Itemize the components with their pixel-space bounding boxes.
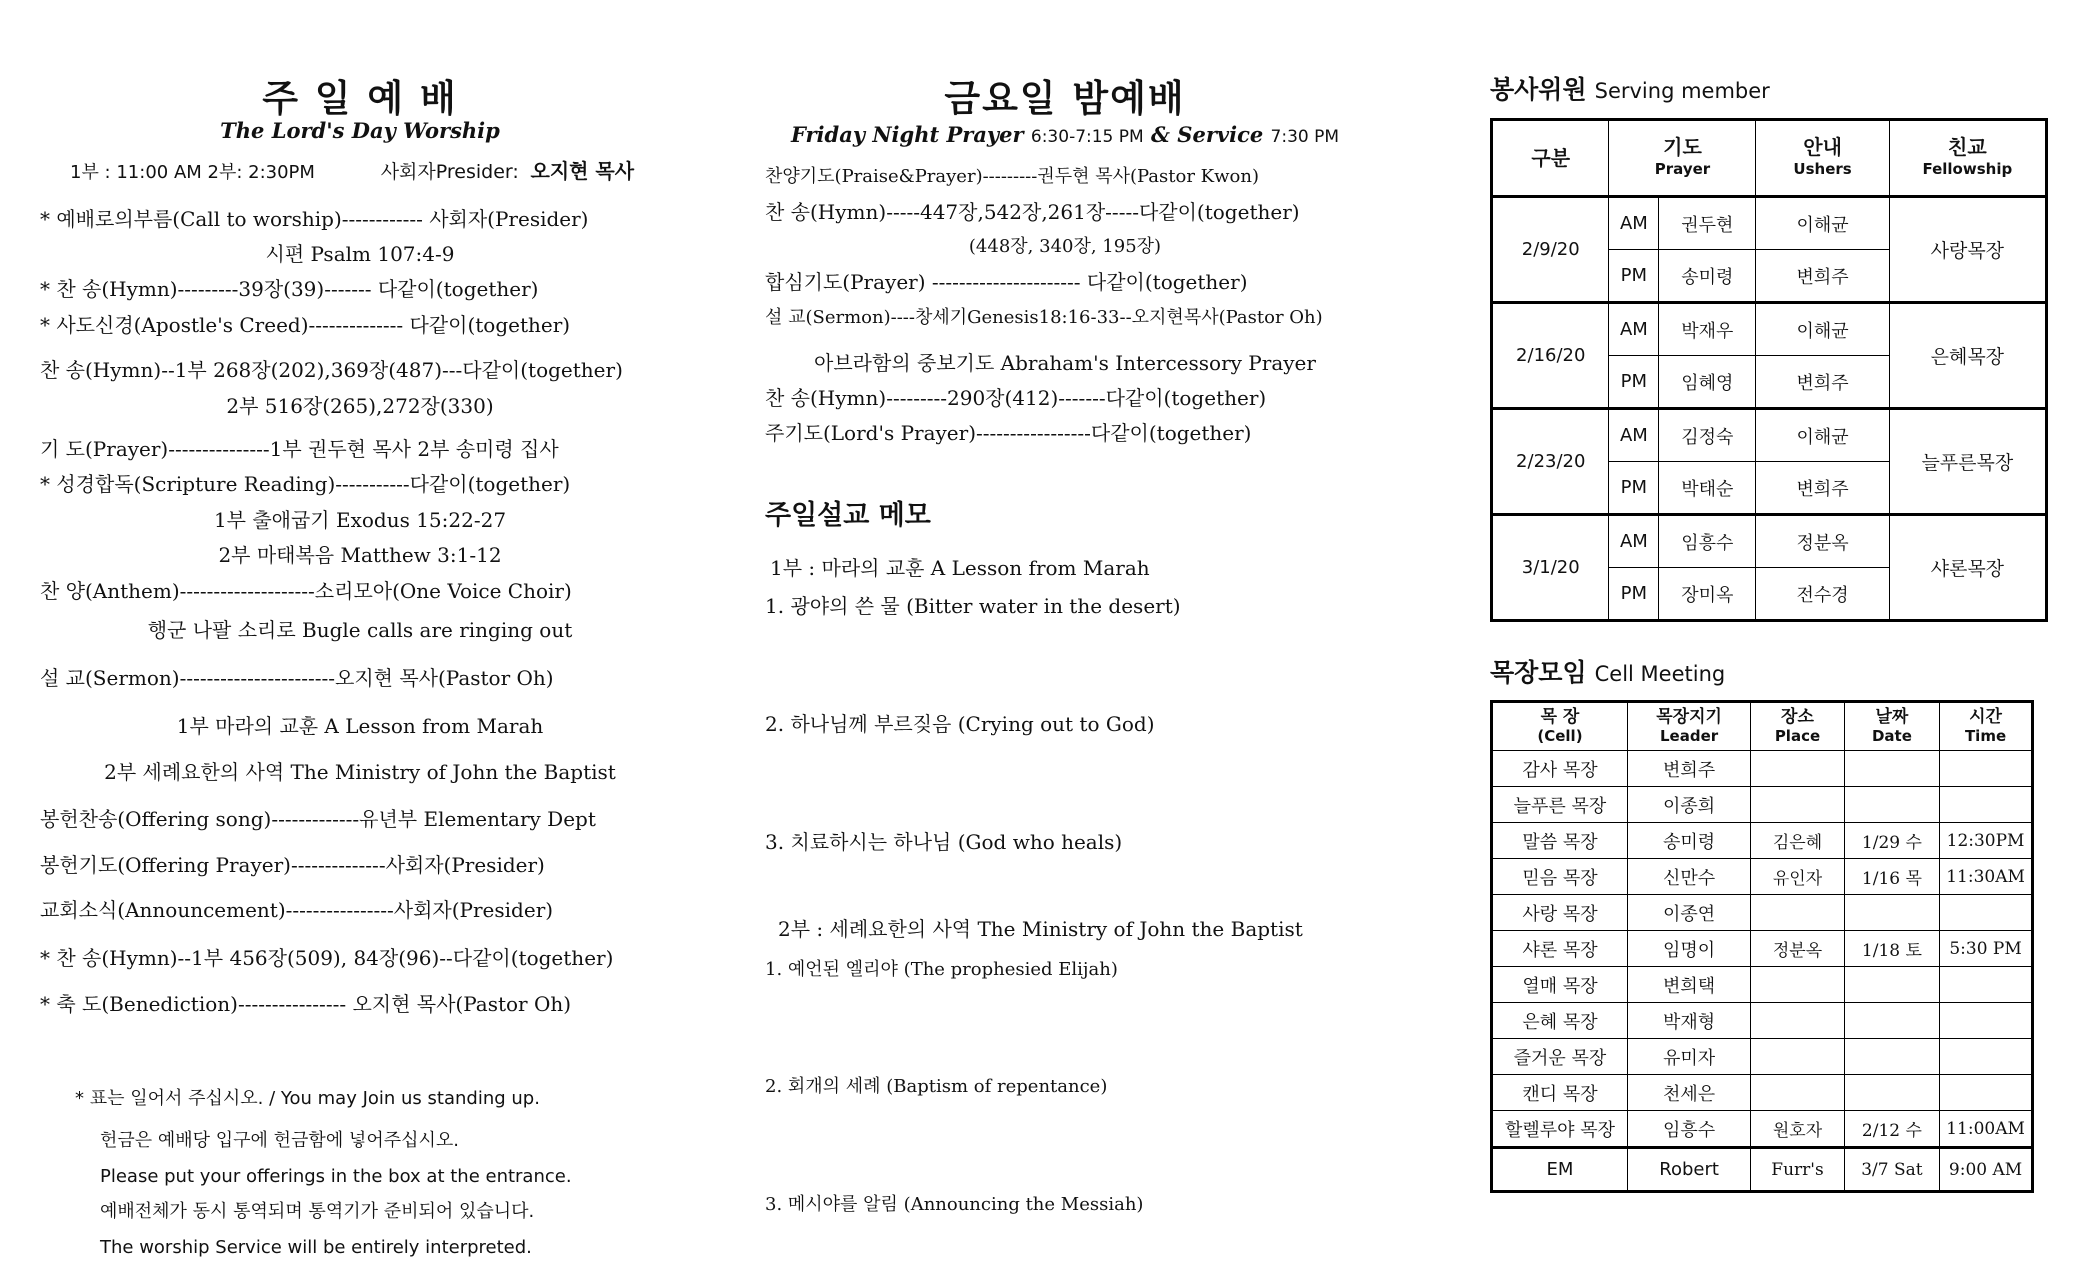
pm-usher: 변희주 (1756, 356, 1889, 409)
memo-part2-point3: 3. 메시야를 알림 (Announcing the Messiah) (765, 1194, 1144, 1215)
friday-ampersand: & (1151, 122, 1170, 147)
order-item-creed: * 사도신경(Apostle's Creed)-------------- 다같이(together) (40, 313, 571, 337)
note-offering-en: Please put your offerings in the box at the entrance. (100, 1166, 572, 1187)
cell-place (1751, 1075, 1845, 1111)
service-times: 1부 : 11:00 AM 2부: 2:30PM (70, 162, 315, 183)
presider-name: 오지현 목사 (530, 159, 635, 183)
header-prayer: 기도 Prayer (1609, 120, 1756, 197)
header-date: 날짜 Date (1844, 702, 1939, 751)
friday-prayer-label: Friday Night Prayer (790, 122, 1024, 147)
cell-place (1751, 751, 1845, 787)
order-item-hymn-2: 찬 송(Hymn)--1부 268장(202),369장(487)---다같이(together) (40, 358, 623, 382)
memo-part1-title: 1부 : 마라의 교훈 A Lesson from Marah (770, 556, 1150, 580)
am-prayer: 권두현 (1659, 197, 1756, 250)
serving-date: 2/9/20 (1492, 197, 1609, 303)
cell-place (1751, 787, 1845, 823)
serving-table (1490, 118, 2048, 622)
cell-table-row (1492, 967, 2033, 1003)
serving-row (1492, 303, 2047, 356)
am-label: AM (1609, 303, 1659, 356)
cell-place: 정분옥 (1751, 931, 1845, 967)
order-item-hymn-3: * 찬 송(Hymn)--1부 456장(509), 84장(96)--다같이(together) (40, 946, 614, 970)
cell-header-row (1492, 702, 2033, 751)
cell-meeting-table (1490, 700, 2034, 1193)
cell-table-body (1492, 751, 2033, 1192)
cell-place: 김은혜 (1751, 823, 1845, 859)
note-interpretation-en: The worship Service will be entirely interpreted. (100, 1237, 532, 1258)
am-usher: 이해균 (1756, 409, 1889, 462)
cell-table-row (1492, 823, 2033, 859)
friday-sermon-title: 아브라함의 중보기도 Abraham's Intercessory Prayer (814, 351, 1316, 375)
cell-leader: 천세은 (1627, 1075, 1750, 1111)
order-item-benediction: * 축 도(Benediction)---------------- 오지현 목사(Pastor Oh) (40, 992, 572, 1016)
am-label: AM (1609, 515, 1659, 568)
pm-prayer: 송미령 (1659, 250, 1756, 303)
serving-row (1492, 197, 2047, 250)
cell-leader: 이종연 (1627, 895, 1750, 931)
serving-date: 2/23/20 (1492, 409, 1609, 515)
order-item-anthem: 찬 양(Anthem)--------------------소리모아(One Voice Choir) (40, 579, 572, 603)
header-ushers: 안내 Ushers (1756, 120, 1889, 197)
cell-cell: 즐거운 목장 (1492, 1039, 1628, 1075)
cell-table-row (1492, 859, 2033, 895)
cell-table-row (1492, 931, 2033, 967)
cell-cell: 샤론 목장 (1492, 931, 1628, 967)
cell-date: 2/12 수 (1844, 1111, 1939, 1148)
header-gubun: 구분 (1492, 120, 1609, 197)
serving-title-en: Serving member (1594, 79, 1770, 103)
cell-date (1844, 1003, 1939, 1039)
am-prayer: 김정숙 (1659, 409, 1756, 462)
order-item-sermon-1: 1부 마라의 교훈 A Lesson from Marah (176, 714, 544, 738)
cell-title-en: Cell Meeting (1594, 662, 1726, 686)
cell-leader: 유미자 (1627, 1039, 1750, 1075)
cell-cell: 사랑 목장 (1492, 895, 1628, 931)
header-time: 시간 Time (1940, 702, 2033, 751)
cell-place (1751, 1003, 1845, 1039)
cell-time (1940, 1003, 2033, 1039)
cell-time (1940, 1039, 2033, 1075)
fellowship-cell: 은혜목장 (1889, 303, 2046, 409)
am-prayer: 임흥수 (1659, 515, 1756, 568)
cell-table-row (1492, 787, 2033, 823)
order-item-anthem-title: 행군 나팔 소리로 Bugle calls are ringing out (147, 618, 573, 642)
friday-hymn-1: 찬 송(Hymn)-----447장,542장,261장-----다같이(together) (765, 200, 1300, 224)
memo-part2-point1: 1. 예언된 엘리야 (The prophesied Elijah) (765, 959, 1118, 980)
cell-date (1844, 787, 1939, 823)
friday-hymn-2: 찬 송(Hymn)---------290장(412)-------다같이(together) (765, 386, 1267, 410)
friday-service-label: Service (1177, 122, 1264, 147)
friday-lords-prayer: 주기도(Lord's Prayer)-----------------다같이(together) (765, 421, 1252, 445)
cell-cell: 은혜 목장 (1492, 1003, 1628, 1039)
cell-place: 유인자 (1751, 859, 1845, 895)
cell-date (1844, 1039, 1939, 1075)
cell-table-row (1492, 1148, 2033, 1192)
cell-cell: 할렐루야 목장 (1492, 1111, 1628, 1148)
order-item-offering-prayer: 봉헌기도(Offering Prayer)--------------사회자(Presider) (40, 853, 545, 877)
cell-time (1940, 967, 2033, 1003)
friday-sermon: 설 교(Sermon)----창세기Genesis18:16-33--오지현목사(Pastor Oh) (765, 307, 1323, 328)
serving-date: 2/16/20 (1492, 303, 1609, 409)
cell-time (1940, 1075, 2033, 1111)
cell-cell: 열매 목장 (1492, 967, 1628, 1003)
cell-leader: 임명이 (1627, 931, 1750, 967)
cell-date (1844, 751, 1939, 787)
pm-label: PM (1609, 462, 1659, 515)
cell-leader: 이종희 (1627, 787, 1750, 823)
cell-leader: 박재형 (1627, 1003, 1750, 1039)
cell-time: 5:30 PM (1940, 931, 2033, 967)
cell-meeting-title (1490, 653, 1725, 689)
order-item-exodus: 1부 출애굽기 Exodus 15:22-27 (213, 508, 507, 532)
note-standing: * 표는 일어서 주십시오. / You may Join us standing up. (75, 1088, 540, 1109)
order-item-sermon: 설 교(Sermon)-----------------------오지현 목사(Pastor Oh) (40, 666, 554, 690)
memo-title: 주일설교 메모 (765, 500, 931, 531)
cell-time: 11:00AM (1940, 1111, 2033, 1148)
am-usher: 정분옥 (1756, 515, 1889, 568)
cell-time (1940, 787, 2033, 823)
cell-date: 1/18 토 (1844, 931, 1939, 967)
cell-cell: 믿음 목장 (1492, 859, 1628, 895)
order-item-prayer: 기 도(Prayer)---------------1부 권두현 목사 2부 송미령 집사 (40, 437, 559, 461)
cell-date (1844, 1075, 1939, 1111)
header-cell: 목 장 (Cell) (1492, 702, 1628, 751)
cell-place (1751, 967, 1845, 1003)
cell-date: 1/29 수 (1844, 823, 1939, 859)
cell-leader: 임흥수 (1627, 1111, 1750, 1148)
cell-leader: 신만수 (1627, 859, 1750, 895)
serving-title (1490, 70, 1770, 106)
order-item-matthew: 2부 마태복음 Matthew 3:1-12 (218, 543, 502, 567)
order-item-call-to-worship: * 예배로의부름(Call to worship)------------ 사회자(Presider) (40, 207, 589, 231)
friday-prayer-time: 6:30-7:15 PM (1030, 127, 1144, 147)
am-label: AM (1609, 197, 1659, 250)
sunday-title: 주 일 예 배 (262, 77, 458, 120)
cell-cell: 늘푸른 목장 (1492, 787, 1628, 823)
header-leader: 목장지기 Leader (1627, 702, 1750, 751)
note-interpretation-ko: 예배전체가 동시 통역되며 통역기가 준비되어 있습니다. (100, 1201, 535, 1222)
am-prayer: 박재우 (1659, 303, 1756, 356)
pm-usher: 전수경 (1756, 568, 1889, 621)
serving-row (1492, 409, 2047, 462)
cell-time (1940, 751, 2033, 787)
memo-part1-point3: 3. 치료하시는 하나님 (God who heals) (765, 830, 1123, 854)
cell-title-ko: 목장모임 (1490, 658, 1587, 687)
am-usher: 이해균 (1756, 303, 1889, 356)
cell-time: 9:00 AM (1940, 1148, 2033, 1192)
pm-usher: 변희주 (1756, 250, 1889, 303)
fellowship-cell: 사랑목장 (1889, 197, 2046, 303)
order-item-psalm: 시편 Psalm 107:4-9 (265, 242, 455, 266)
friday-praise-prayer: 찬양기도(Praise&Prayer)---------권두현 목사(Pastor Kwon) (765, 166, 1259, 187)
pm-label: PM (1609, 568, 1659, 621)
serving-title-ko: 봉사위원 (1490, 75, 1587, 104)
cell-table-row (1492, 1075, 2033, 1111)
sunday-times (70, 157, 634, 187)
cell-time (1940, 895, 2033, 931)
cell-table-row (1492, 1003, 2033, 1039)
pm-usher: 변희주 (1756, 462, 1889, 515)
cell-date: 3/7 Sat (1844, 1148, 1939, 1192)
serving-header-row (1492, 120, 2047, 197)
order-item-announcement: 교회소식(Announcement)----------------사회자(Presider) (40, 898, 554, 922)
order-item-hymn-1: * 찬 송(Hymn)---------39장(39)------- 다같이(together) (40, 277, 539, 301)
am-label: AM (1609, 409, 1659, 462)
cell-cell: EM (1492, 1148, 1628, 1192)
memo-part2-point2: 2. 회개의 세례 (Baptism of repentance) (765, 1076, 1108, 1097)
friday-hymn-1b: (448장, 340장, 195장) (968, 236, 1162, 257)
cell-place: Furr's (1751, 1148, 1845, 1192)
serving-date: 3/1/20 (1492, 515, 1609, 621)
fellowship-cell: 샤론목장 (1889, 515, 2046, 621)
cell-leader: 변희주 (1627, 751, 1750, 787)
cell-time: 11:30AM (1940, 859, 2033, 895)
cell-place: 원호자 (1751, 1111, 1845, 1148)
friday-service-time: 7:30 PM (1270, 127, 1340, 147)
serving-row (1492, 515, 2047, 568)
cell-table-row (1492, 1039, 2033, 1075)
pm-label: PM (1609, 250, 1659, 303)
cell-cell: 말씀 목장 (1492, 823, 1628, 859)
memo-part2-title: 2부 : 세례요한의 사역 The Ministry of John the Baptist (778, 917, 1303, 941)
cell-table-row (1492, 1111, 2033, 1148)
pm-label: PM (1609, 356, 1659, 409)
header-fellowship: 친교 Fellowship (1889, 120, 2046, 197)
cell-date (1844, 967, 1939, 1003)
fellowship-cell: 늘푸른목장 (1889, 409, 2046, 515)
friday-title: 금요일 밤예배 (944, 77, 1186, 120)
cell-date (1844, 895, 1939, 931)
cell-place (1751, 895, 1845, 931)
cell-date: 1/16 목 (1844, 859, 1939, 895)
am-usher: 이해균 (1756, 197, 1889, 250)
order-item-sermon-2: 2부 세례요한의 사역 The Ministry of John the Baptist (104, 760, 616, 784)
friday-subtitle (765, 122, 1365, 147)
memo-part1-point1: 1. 광야의 쓴 물 (Bitter water in the desert) (765, 594, 1181, 618)
pm-prayer: 임혜영 (1659, 356, 1756, 409)
cell-cell: 감사 목장 (1492, 751, 1628, 787)
order-item-scripture: * 성경합독(Scripture Reading)-----------다같이(together) (40, 472, 571, 496)
order-item-offering-song: 봉헌찬송(Offering song)-------------유년부 Elementary Dept (40, 807, 596, 831)
cell-cell: 캔디 목장 (1492, 1075, 1628, 1111)
cell-table-row (1492, 895, 2033, 931)
cell-time: 12:30PM (1940, 823, 2033, 859)
cell-leader: 변희택 (1627, 967, 1750, 1003)
friday-prayer: 합심기도(Prayer) ---------------------- 다같이(together) (765, 270, 1248, 294)
order-item-hymn-2b: 2부 516장(265),272장(330) (226, 394, 494, 418)
pm-prayer: 박태순 (1659, 462, 1756, 515)
cell-leader: 송미령 (1627, 823, 1750, 859)
memo-part1-point2: 2. 하나님께 부르짖음 (Crying out to God) (765, 712, 1155, 736)
note-offering-ko: 헌금은 예배당 입구에 헌금함에 넣어주십시오. (100, 1130, 459, 1151)
sunday-subtitle: The Lord's Day Worship (220, 118, 500, 143)
pm-prayer: 장미옥 (1659, 568, 1756, 621)
header-place: 장소 Place (1751, 702, 1845, 751)
cell-place (1751, 1039, 1845, 1075)
cell-table-row (1492, 751, 2033, 787)
cell-leader: Robert (1627, 1148, 1750, 1192)
presider-label: 사회자Presider: (380, 161, 519, 183)
